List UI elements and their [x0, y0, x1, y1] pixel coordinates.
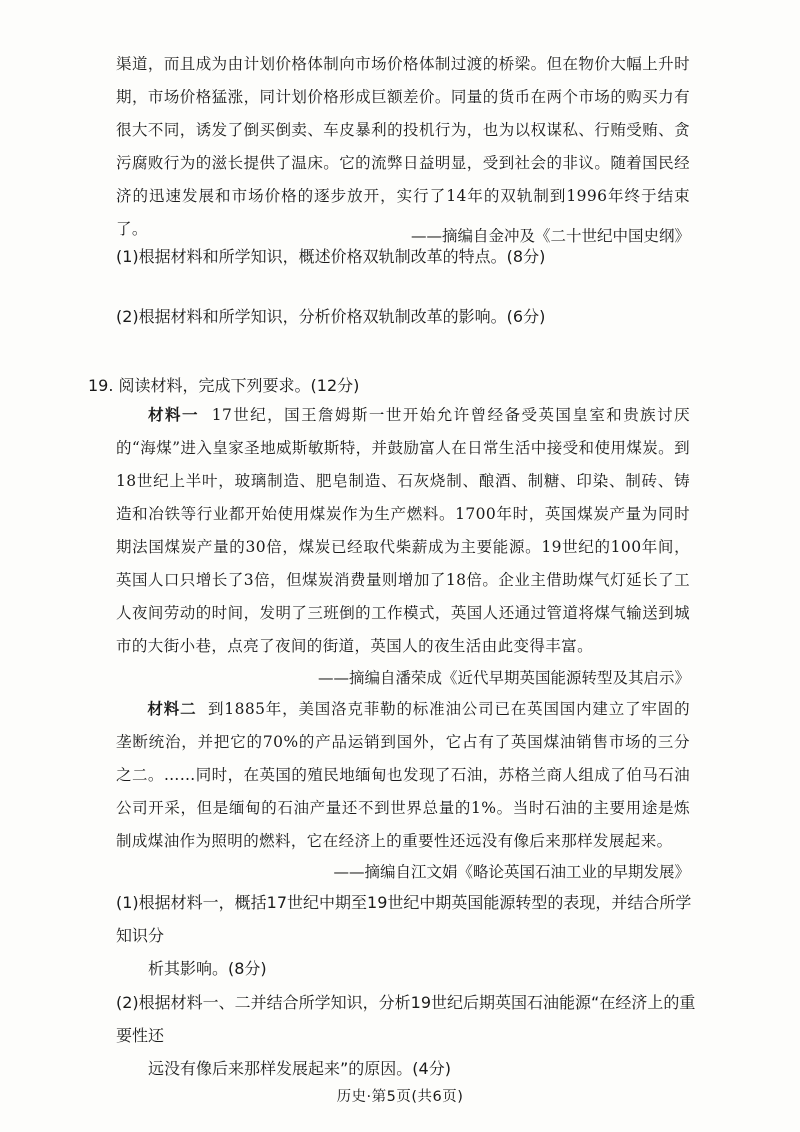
q19-sub2-lead: (2)根据材料一、二并结合所学知识，分析19世纪后期英国石油能源“在经济上的重要性还 — [116, 993, 696, 1045]
q19-sub2 — [116, 986, 696, 1085]
material1-label: 材料一 — [147, 405, 199, 424]
q19-header: 19. 阅读材料，完成下列要求。(12分) — [88, 376, 360, 395]
material2-label: 材料二 — [147, 699, 197, 718]
q19-material1 — [116, 398, 690, 663]
material1-source: ——摘编自潘荣成《近代早期英国能源转型及其启示》 — [317, 669, 690, 687]
q19-material2 — [116, 692, 690, 858]
continuation-paragraph: 渠道，而且成为由计划价格体制向市场价格体制过渡的桥梁。但在物价大幅上升时期，市场价格猛涨，同计划价格形成巨额差价。同量的货币在两个市场的购买力有很大不同，诱发了倒买倒卖、车皮暴利的投机行为，也为以权谋私、行贿受贿、贪污腐败行为的滋长提供了温床。它的流弊日益明显，受到社会的非议。随着国民经济的迅速发展和市场价格的逐步放开，实行了14年的双轨制到1996年终于结束了。 — [116, 55, 690, 238]
q18-sub1: (1)根据材料和所学知识，概述价格双轨制改革的特点。(8分) — [116, 247, 546, 266]
continuation-source: ——摘编自金冲及《二十世纪中国史纲》 — [410, 227, 690, 245]
q19-sub1-rest: 析其影响。(8分) — [148, 959, 267, 978]
material2-source: ——摘编自江文娟《略论英国石油工业的早期发展》 — [333, 863, 690, 881]
material2-text: 到1885年，美国洛克菲勒的标准油公司已在英国国内建立了牢固的垄断统治，并把它的70%的产品运销到国外，它占有了英国煤油销售市场的三分之二。……同时，在英国的殖民地缅甸也发现了石油，苏格兰商人组成了伯马石油公司开采，但是缅甸的石油产量还不到世界总量的1%。当时石油的主要用途是炼制成煤油作为照明的燃料，它在经济上的重要性还远没有像后来那样发展起来。 — [116, 700, 691, 850]
q19-sub1 — [116, 886, 696, 985]
page-footer: 历史·第5页(共6页) — [336, 1089, 464, 1105]
q19-sub2-rest: 远没有像后来那样发展起来”的原因。(4分) — [148, 1059, 451, 1078]
material1-text: 17世纪，国王詹姆斯一世开始允许曾经备受英国皇室和贵族讨厌的“海煤”进入皇家圣地威斯敏斯特，并鼓励富人在日常生活中接受和使用煤炭。到18世纪上半叶，玻璃制造、肥皂制造、石灰烧制、酿酒、制糖、印染、制砖、铸造和冶铁等行业都开始使用煤炭作为生产燃料。1700年时，英国煤炭产量为同时期法国煤炭产量的30倍，煤炭已经取代柴薪成为主要能源。19世纪的100年间，英国人口只增长了3倍，但煤炭消费量则增加了18倍。企业主借助煤气灯延长了工人夜间劳动的时间，发明了三班倒的工作模式，英国人还通过管道将煤气输送到城市的大街小巷，点亮了夜间的街道，英国人的夜生活由此变得丰富。 — [116, 406, 690, 655]
q18-sub2: (2)根据材料和所学知识，分析价格双轨制改革的影响。(6分) — [116, 307, 546, 326]
q19-sub1-lead: (1)根据材料一，概括17世纪中期至19世纪中期英国能源转型的表现，并结合所学知识分 — [116, 893, 692, 945]
